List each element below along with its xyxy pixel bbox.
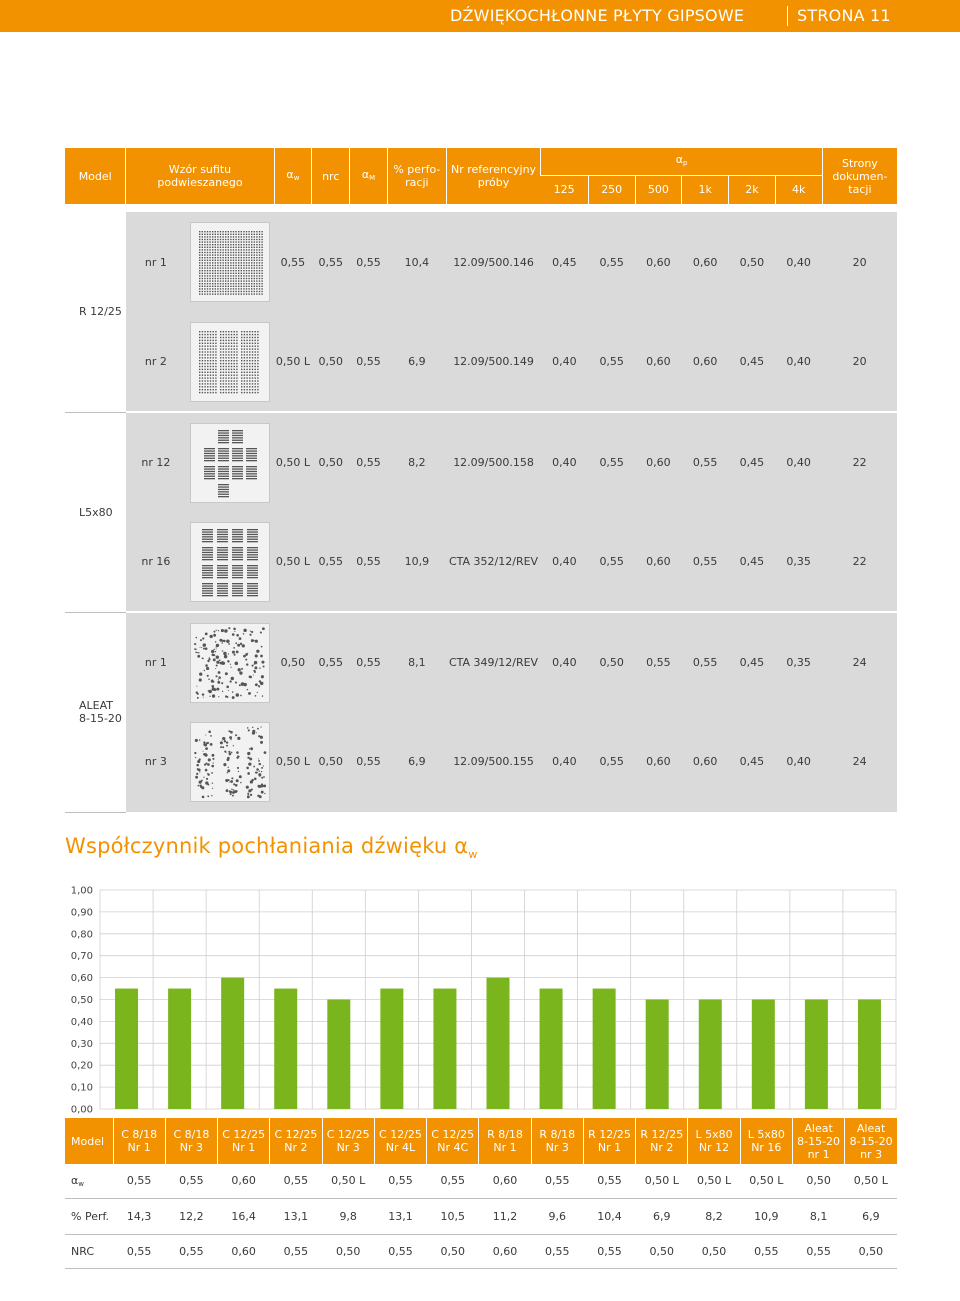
- model-cell: C 12/25 Nr 3: [322, 1118, 374, 1164]
- nrc-row-cell: 0,50: [845, 1234, 897, 1268]
- chart-bar: [168, 989, 191, 1109]
- product-table: [65, 148, 897, 813]
- perf-row-cell: 6,9: [845, 1198, 897, 1234]
- y-tick-label: 1,00: [70, 885, 93, 897]
- pattern-cell: [186, 312, 274, 412]
- model-cell: C 12/25 Nr 4L: [374, 1118, 426, 1164]
- page-title: DŹWIĘKOCHŁONNE PŁYTY GIPSOWE: [450, 6, 745, 25]
- cell-ap: 0,60: [635, 412, 681, 512]
- cell-ap: 0,60: [682, 712, 729, 812]
- perf-row-cell: 14,3: [113, 1198, 165, 1234]
- cell-doc-page: 22: [822, 412, 897, 512]
- random-dot-strips-pattern-icon: [190, 722, 270, 802]
- cell-ap: 0,55: [682, 412, 729, 512]
- header-model: Model: [65, 148, 126, 204]
- cell-ap: 0,55: [682, 612, 729, 712]
- model-cell: R 8/18 Nr 1: [479, 1118, 531, 1164]
- chart-bar: [646, 1000, 669, 1110]
- cell-aw: 0,50: [274, 612, 312, 712]
- pattern-number: nr 2: [126, 312, 186, 412]
- cell-ref: CTA 352/12/REV: [446, 512, 541, 612]
- nrc-row-cell: 0,60: [218, 1234, 270, 1268]
- group-label: ALEAT 8-15-20: [65, 612, 126, 812]
- cell-ap: 0,45: [729, 512, 775, 612]
- cell-doc-page: 24: [822, 612, 897, 712]
- cell-ap: 0,55: [588, 712, 635, 812]
- header-freq: 2k: [729, 175, 775, 204]
- cell-perf: 10,4: [387, 212, 446, 312]
- chart-bar: [380, 989, 403, 1109]
- random-dots-pattern-icon: [190, 623, 270, 703]
- cell-ap: 0,35: [775, 512, 822, 612]
- cell-ap: 0,40: [775, 212, 822, 312]
- perf-row-cell: 16,4: [218, 1198, 270, 1234]
- cell-am: 0,55: [350, 512, 388, 612]
- cell-ref: 12.09/500.146: [446, 212, 541, 312]
- header-freq: 125: [541, 175, 588, 204]
- aw-row-cell: 0,55: [113, 1164, 165, 1198]
- y-tick-label: 0,20: [70, 1060, 93, 1072]
- chart-title: Współczynnik pochłaniania dźwięku $\alpha_w$: [65, 834, 478, 861]
- cell-am: 0,55: [350, 412, 388, 512]
- perf-row-cell: 8,2: [688, 1198, 740, 1234]
- cell-nrc: 0,55: [312, 512, 350, 612]
- aw-row-cell: 0,50 L: [322, 1164, 374, 1198]
- y-tick-label: 0,50: [70, 995, 93, 1006]
- cell-nrc: 0,50: [312, 712, 350, 812]
- aw-row-cell: 0,55: [165, 1164, 217, 1198]
- table-row: [65, 212, 897, 312]
- cell-ap: 0,60: [635, 512, 681, 612]
- cell-ap: 0,40: [541, 712, 588, 812]
- cell-ap: 0,40: [775, 312, 822, 412]
- cell-ap: 0,60: [682, 212, 729, 312]
- cell-ap: 0,50: [729, 212, 775, 312]
- cell-ap: 0,45: [541, 212, 588, 312]
- nrc-row-cell: 0,55: [792, 1234, 844, 1268]
- perf-row-label: % Perf.: [65, 1198, 113, 1234]
- cell-ap: 0,60: [635, 712, 681, 812]
- group-label: R 12/25: [65, 212, 126, 412]
- header-am: $\alpha_M$: [350, 148, 388, 204]
- model-cell: L 5x80 Nr 16: [740, 1118, 792, 1164]
- y-tick-label: 0,10: [70, 1082, 93, 1094]
- perf-row: [65, 1198, 897, 1234]
- group-label: L5x80: [65, 412, 126, 612]
- chart-bar: [805, 1000, 828, 1110]
- model-cell: C 12/25 Nr 2: [270, 1118, 322, 1164]
- nrc-row: [65, 1234, 897, 1268]
- y-tick-label: 0,30: [70, 1038, 93, 1050]
- cell-am: 0,55: [350, 212, 388, 312]
- chart-bar: [593, 989, 616, 1109]
- cell-ap: 0,35: [775, 612, 822, 712]
- header-freq: 1k: [682, 175, 729, 204]
- cell-ap: 0,50: [588, 612, 635, 712]
- header-pattern: Wzór sufitu podwieszanego: [126, 148, 274, 204]
- model-cell: L 5x80 Nr 12: [688, 1118, 740, 1164]
- cell-doc-page: 20: [822, 212, 897, 312]
- pattern-cell: [186, 712, 274, 812]
- cell-ap: 0,40: [541, 412, 588, 512]
- header-aw: $\alpha_w$: [274, 148, 312, 204]
- model-cell: R 12/25 Nr 2: [636, 1118, 688, 1164]
- chart-bar: [858, 1000, 881, 1110]
- perf-row-cell: 11,2: [479, 1198, 531, 1234]
- cell-ap: 0,40: [775, 712, 822, 812]
- chart-bar: [487, 978, 510, 1109]
- header-freq: 250: [588, 175, 635, 204]
- chart-bar: [699, 1000, 722, 1110]
- cell-perf: 6,9: [387, 712, 446, 812]
- cell-aw: 0,55: [274, 212, 312, 312]
- nrc-row-cell: 0,50: [322, 1234, 374, 1268]
- aw-row-cell: 0,50: [792, 1164, 844, 1198]
- perf-row-cell: 9,8: [322, 1198, 374, 1234]
- pattern-number: nr 1: [126, 612, 186, 712]
- aw-row-cell: 0,50 L: [845, 1164, 897, 1198]
- y-tick-label: 0,40: [70, 1016, 93, 1028]
- aw-row-cell: 0,60: [218, 1164, 270, 1198]
- cell-aw: 0,50 L: [274, 512, 312, 612]
- cell-perf: 8,2: [387, 412, 446, 512]
- aw-row-cell: 0,55: [583, 1164, 635, 1198]
- cell-ref: 12.09/500.155: [446, 712, 541, 812]
- cell-ap: 0,40: [541, 512, 588, 612]
- model-row-label: Model: [65, 1118, 113, 1164]
- header-divider: [787, 6, 788, 26]
- cell-ap: 0,55: [588, 412, 635, 512]
- cell-am: 0,55: [350, 612, 388, 712]
- cell-am: 0,55: [350, 712, 388, 812]
- perf-row-cell: 10,4: [583, 1198, 635, 1234]
- chart-bar: [274, 989, 297, 1109]
- chart-bar: [115, 989, 138, 1109]
- perf-row-cell: 10,5: [427, 1198, 479, 1234]
- header-ap: $\alpha_p$: [541, 148, 823, 175]
- model-cell: C 8/18 Nr 3: [165, 1118, 217, 1164]
- dot-strips-pattern-icon: [190, 322, 270, 402]
- cell-ap: 0,55: [588, 512, 635, 612]
- page-number: STRONA 11: [797, 6, 891, 25]
- aw-row-cell: 0,55: [374, 1164, 426, 1198]
- nrc-row-cell: 0,55: [165, 1234, 217, 1268]
- header-bar: [0, 0, 960, 32]
- slot-blocks-sparse-pattern-icon: [190, 423, 270, 503]
- cell-doc-page: 20: [822, 312, 897, 412]
- aw-row-cell: 0,55: [270, 1164, 322, 1198]
- summary-table: [65, 1118, 897, 1269]
- cell-ref: 12.09/500.158: [446, 412, 541, 512]
- perf-row-cell: 12,2: [165, 1198, 217, 1234]
- nrc-row-cell: 0,50: [636, 1234, 688, 1268]
- model-cell: Aleat 8-15-20 nr 1: [792, 1118, 844, 1164]
- absorption-chart: [0, 880, 960, 1120]
- aw-row-cell: 0,55: [531, 1164, 583, 1198]
- cell-ap: 0,55: [682, 512, 729, 612]
- header-doc-pages: Strony dokumen-tacji: [822, 148, 897, 204]
- nrc-row-cell: 0,55: [531, 1234, 583, 1268]
- cell-doc-page: 22: [822, 512, 897, 612]
- pattern-number: nr 16: [126, 512, 186, 612]
- cell-ap: 0,45: [729, 312, 775, 412]
- nrc-row-cell: 0,60: [479, 1234, 531, 1268]
- pattern-cell: [186, 212, 274, 312]
- model-row: [65, 1118, 897, 1164]
- cell-aw: 0,50 L: [274, 412, 312, 512]
- chart-bar: [540, 989, 563, 1109]
- cell-ap: 0,60: [635, 312, 681, 412]
- nrc-row-cell: 0,55: [113, 1234, 165, 1268]
- cell-ref: CTA 349/12/REV: [446, 612, 541, 712]
- nrc-row-cell: 0,50: [427, 1234, 479, 1268]
- pattern-number: nr 12: [126, 412, 186, 512]
- aw-row-label: $\alpha_w$: [65, 1164, 113, 1198]
- cell-ref: 12.09/500.149: [446, 312, 541, 412]
- pattern-cell: [186, 412, 274, 512]
- cell-aw: 0,50 L: [274, 312, 312, 412]
- pattern-number: nr 1: [126, 212, 186, 312]
- header-nrc: nrc: [312, 148, 350, 204]
- table-row: [65, 312, 897, 412]
- cell-ap: 0,55: [588, 212, 635, 312]
- cell-aw: 0,50 L: [274, 712, 312, 812]
- model-cell: C 12/25 Nr 1: [218, 1118, 270, 1164]
- cell-ap: 0,60: [682, 312, 729, 412]
- nrc-row-cell: 0,55: [270, 1234, 322, 1268]
- cell-ap: 0,45: [729, 712, 775, 812]
- perf-row-cell: 8,1: [792, 1198, 844, 1234]
- nrc-row-cell: 0,55: [583, 1234, 635, 1268]
- perf-row-cell: 13,1: [374, 1198, 426, 1234]
- cell-nrc: 0,50: [312, 312, 350, 412]
- header-freq: 500: [635, 175, 681, 204]
- nrc-row-cell: 0,55: [740, 1234, 792, 1268]
- cell-ap: 0,60: [635, 212, 681, 312]
- cell-nrc: 0,50: [312, 412, 350, 512]
- nrc-row-label: NRC: [65, 1234, 113, 1268]
- table-row: [65, 612, 897, 712]
- y-tick-label: 0,80: [70, 929, 93, 941]
- nrc-row-cell: 0,50: [688, 1234, 740, 1268]
- chart-bar: [327, 1000, 350, 1110]
- nrc-row-cell: 0,55: [374, 1234, 426, 1268]
- y-tick-label: 0,00: [70, 1104, 93, 1116]
- aw-row-cell: 0,50 L: [740, 1164, 792, 1198]
- aw-row-cell: 0,55: [427, 1164, 479, 1198]
- chart-bar: [433, 989, 456, 1109]
- model-cell: C 8/18 Nr 1: [113, 1118, 165, 1164]
- cell-am: 0,55: [350, 312, 388, 412]
- cell-ap: 0,55: [588, 312, 635, 412]
- model-cell: R 8/18 Nr 3: [531, 1118, 583, 1164]
- y-tick-label: 0,90: [70, 907, 93, 919]
- cell-doc-page: 24: [822, 712, 897, 812]
- pattern-number: nr 3: [126, 712, 186, 812]
- y-tick-label: 0,60: [70, 973, 93, 985]
- table-row: [65, 512, 897, 612]
- cell-ap: 0,40: [541, 612, 588, 712]
- cell-perf: 8,1: [387, 612, 446, 712]
- y-tick-label: 0,70: [70, 951, 93, 963]
- perf-row-cell: 10,9: [740, 1198, 792, 1234]
- cell-perf: 6,9: [387, 312, 446, 412]
- cell-ap: 0,55: [635, 612, 681, 712]
- table-row: [65, 712, 897, 812]
- cell-ap: 0,45: [729, 412, 775, 512]
- aw-row: [65, 1164, 897, 1198]
- perf-row-cell: 6,9: [636, 1198, 688, 1234]
- cell-nrc: 0,55: [312, 212, 350, 312]
- header-perforation: % perfo-racji: [387, 148, 446, 204]
- chart-bar: [752, 1000, 775, 1110]
- cell-ap: 0,40: [541, 312, 588, 412]
- perf-row-cell: 13,1: [270, 1198, 322, 1234]
- pattern-cell: [186, 612, 274, 712]
- header-freq: 4k: [775, 175, 822, 204]
- cell-ap: 0,45: [729, 612, 775, 712]
- aw-row-cell: 0,50 L: [636, 1164, 688, 1198]
- header-reference: Nr referencyjny próby: [446, 148, 541, 204]
- model-cell: R 12/25 Nr 1: [583, 1118, 635, 1164]
- pattern-cell: [186, 512, 274, 612]
- model-cell: C 12/25 Nr 4C: [427, 1118, 479, 1164]
- dot-grid-pattern-icon: [190, 222, 270, 302]
- aw-row-cell: 0,60: [479, 1164, 531, 1198]
- chart-bar: [221, 978, 244, 1109]
- cell-ap: 0,40: [775, 412, 822, 512]
- model-cell: Aleat 8-15-20 nr 3: [845, 1118, 897, 1164]
- cell-perf: 10,9: [387, 512, 446, 612]
- perf-row-cell: 9,6: [531, 1198, 583, 1234]
- slot-blocks-dense-pattern-icon: [190, 522, 270, 602]
- table-row: [65, 412, 897, 512]
- cell-nrc: 0,55: [312, 612, 350, 712]
- aw-row-cell: 0,50 L: [688, 1164, 740, 1198]
